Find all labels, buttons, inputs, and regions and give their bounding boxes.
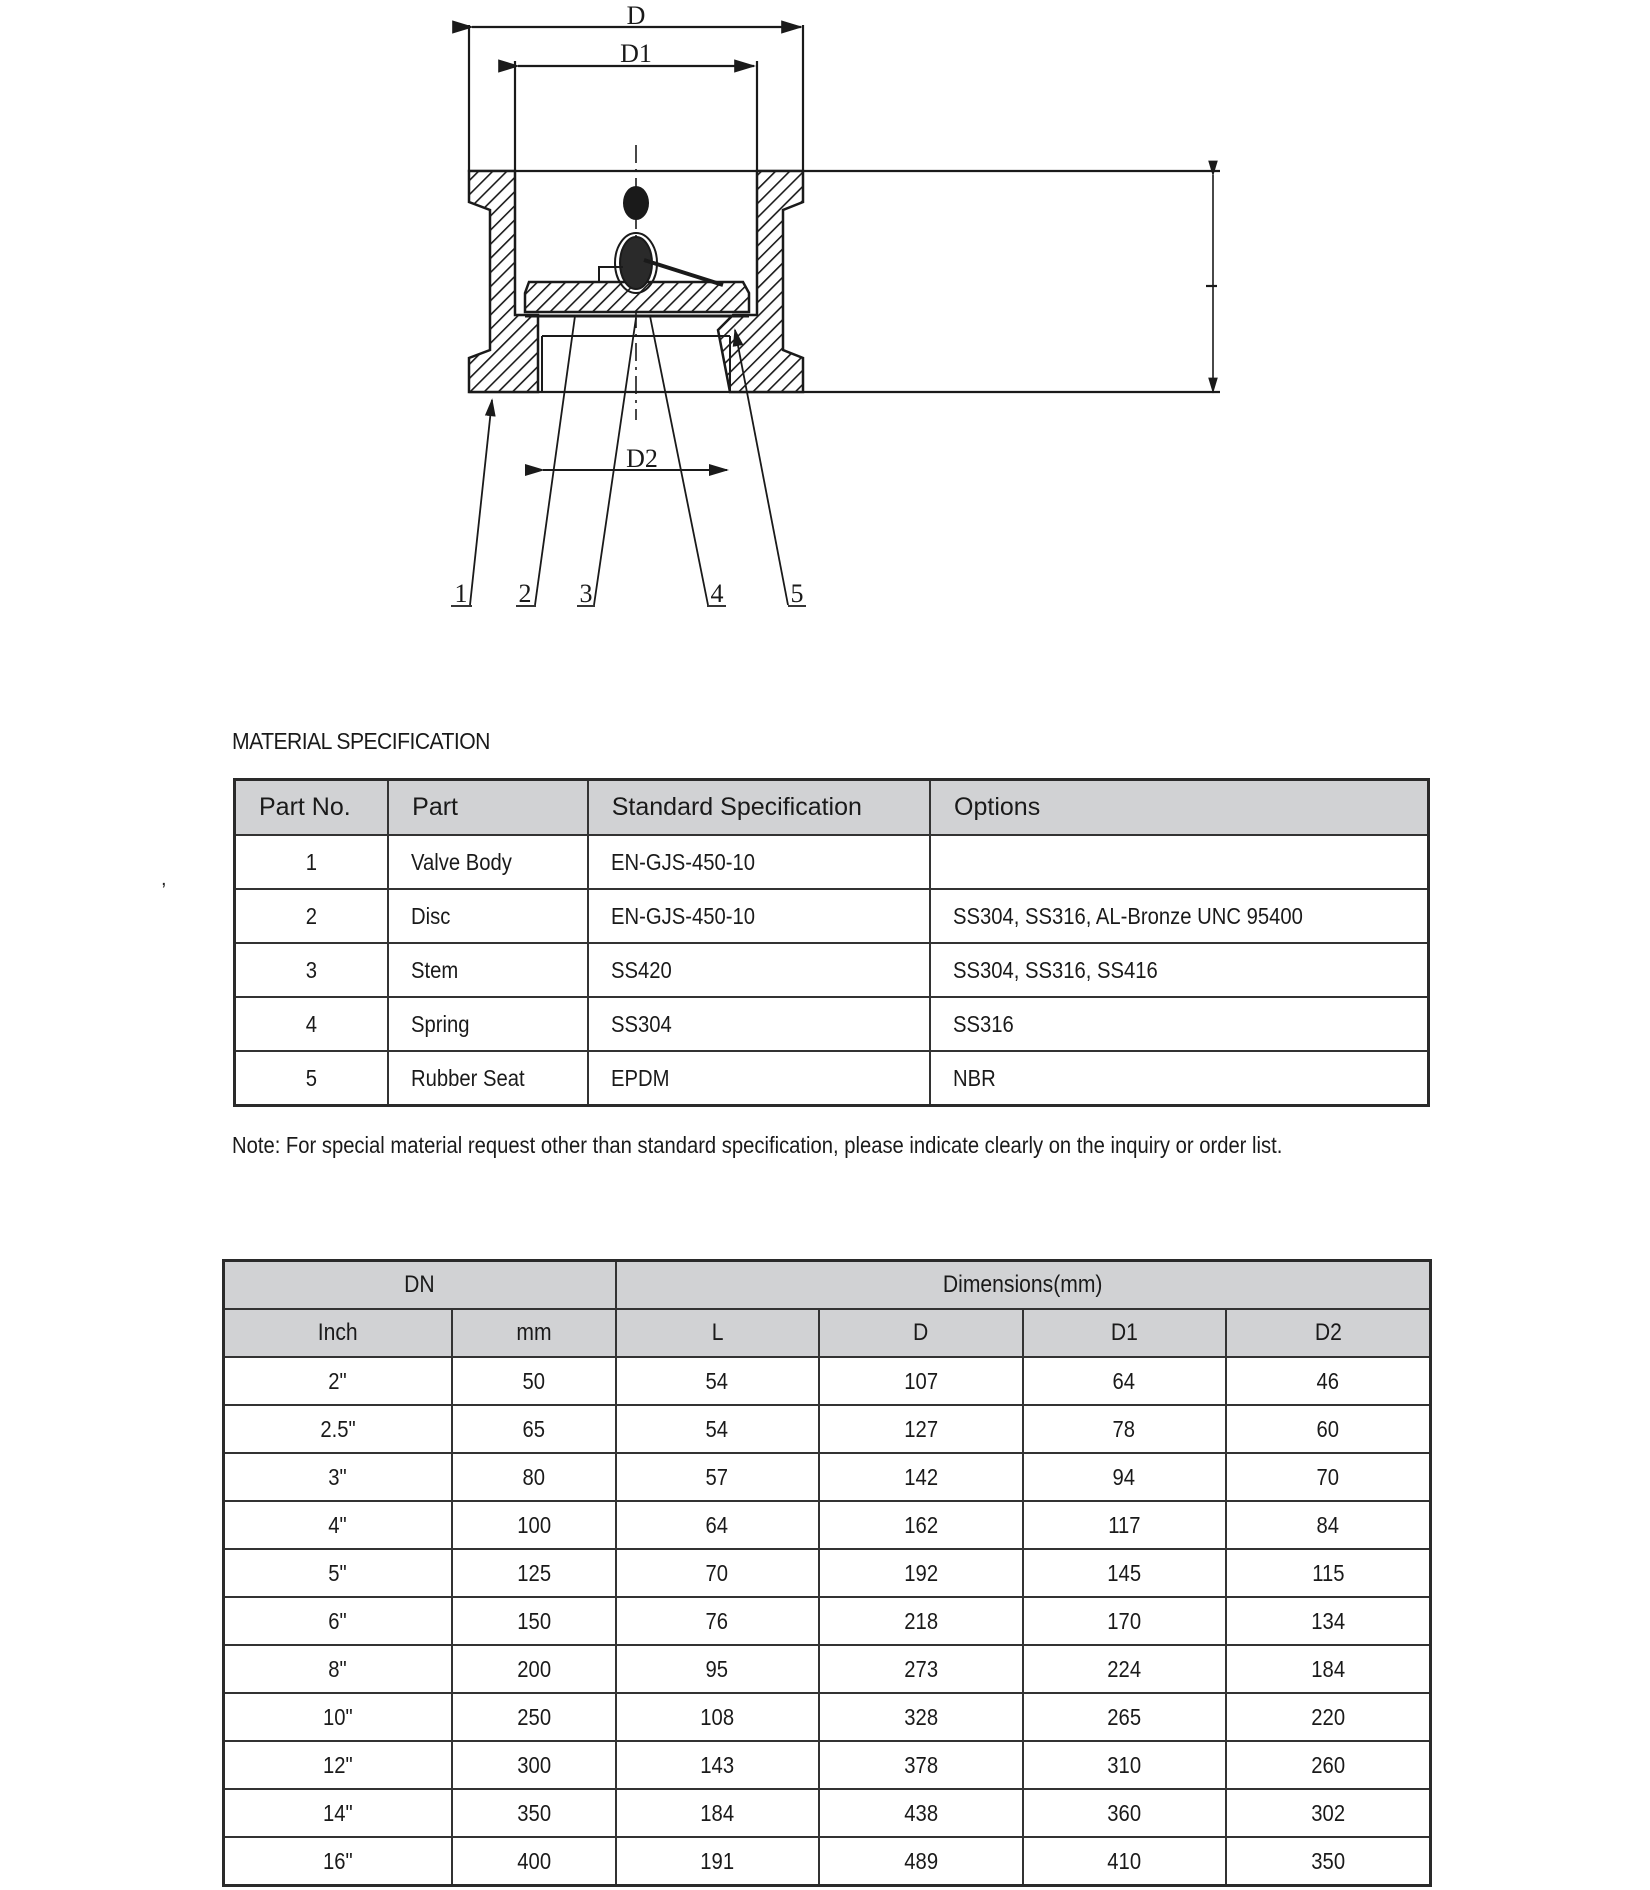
dim-l: 184 <box>700 1799 735 1826</box>
table-row <box>224 1789 1431 1837</box>
valve-body-left <box>469 171 538 392</box>
dim-d1: 78 <box>1112 1415 1136 1442</box>
header-mm: mm <box>516 1319 552 1346</box>
dn-mm: 150 <box>516 1607 551 1634</box>
dim-d: 328 <box>903 1703 938 1730</box>
table-row <box>235 889 1429 943</box>
dimensions-table <box>222 1259 1432 1887</box>
material-note: Note: For special material request other than standard specification, please indicate clearly on the inquiry or order list. <box>232 1132 1283 1158</box>
header-part: Part <box>388 780 588 836</box>
dn-inch: 5" <box>328 1559 348 1586</box>
standard-spec: EN-GJS-450-10 <box>610 902 755 929</box>
dn-inch: 6" <box>328 1607 348 1634</box>
dn-mm: 250 <box>516 1703 551 1730</box>
dim-l: 143 <box>700 1751 735 1778</box>
callout-2: 2 <box>518 579 532 608</box>
dimensions-header-row <box>224 1309 1431 1357</box>
dim-d: 162 <box>903 1511 938 1538</box>
dim-d1: 310 <box>1107 1751 1142 1778</box>
dn-inch: 12" <box>323 1751 353 1778</box>
part-name: Rubber Seat <box>411 1064 525 1091</box>
header-d: D <box>913 1319 929 1346</box>
dim-label-d: D <box>626 1 646 30</box>
material-spec-title: MATERIAL SPECIFICATION <box>232 728 490 754</box>
dn-inch: 10" <box>323 1703 353 1730</box>
dim-d: 273 <box>903 1655 938 1682</box>
dim-d: 378 <box>903 1751 938 1778</box>
dim-d2: 46 <box>1316 1367 1340 1394</box>
part-no: 4 <box>305 1010 317 1037</box>
options: NBR <box>953 1064 996 1091</box>
header-part-no: Part No. <box>235 780 389 836</box>
dim-d: 489 <box>903 1847 938 1874</box>
callout-5: 5 <box>790 579 804 608</box>
dim-d: 438 <box>903 1799 938 1826</box>
dim-l: 70 <box>706 1559 729 1586</box>
part-no: 1 <box>305 848 317 875</box>
dimensions-body <box>224 1357 1431 1886</box>
stray-mark: , <box>161 868 167 890</box>
callout-3: 3 <box>579 579 593 608</box>
table-row <box>224 1453 1431 1501</box>
dn-mm: 200 <box>516 1655 551 1682</box>
dn-mm: 100 <box>516 1511 551 1538</box>
dim-d: 142 <box>903 1463 938 1490</box>
dn-inch: 8" <box>328 1655 348 1682</box>
dim-l: 95 <box>706 1655 729 1682</box>
dim-d1: 224 <box>1107 1655 1142 1682</box>
dim-d2: 84 <box>1316 1511 1340 1538</box>
dn-inch: 2.5" <box>320 1415 356 1442</box>
dn-mm: 300 <box>516 1751 551 1778</box>
options: SS316 <box>953 1010 1014 1037</box>
standard-spec: EPDM <box>610 1064 670 1091</box>
part-no: 5 <box>305 1064 317 1091</box>
dim-d2: 302 <box>1311 1799 1345 1826</box>
standard-spec: EN-GJS-450-10 <box>610 848 755 875</box>
part-no: 2 <box>305 902 317 929</box>
dn-mm: 50 <box>522 1367 545 1394</box>
dim-d2: 134 <box>1311 1607 1345 1634</box>
standard-spec: SS420 <box>610 956 672 983</box>
dim-label-d1: D1 <box>620 39 652 68</box>
table-row <box>224 1405 1431 1453</box>
header-l: L <box>711 1319 724 1346</box>
part-name: Spring <box>411 1010 470 1037</box>
dn-inch: 14" <box>323 1799 353 1826</box>
dn-inch: 4" <box>328 1511 348 1538</box>
table-row <box>235 997 1429 1051</box>
dim-l: 57 <box>706 1463 729 1490</box>
dim-d1: 170 <box>1107 1607 1142 1634</box>
standard-spec: SS304 <box>610 1010 672 1037</box>
dn-mm: 400 <box>516 1847 551 1874</box>
table-row <box>224 1501 1431 1549</box>
table-row <box>224 1357 1431 1405</box>
dim-d1: 64 <box>1112 1367 1136 1394</box>
dn-inch: 16" <box>323 1847 353 1874</box>
dim-d2: 115 <box>1311 1559 1345 1586</box>
dim-d1: 94 <box>1112 1463 1136 1490</box>
table-row <box>224 1549 1431 1597</box>
dn-inch: 3" <box>328 1463 348 1490</box>
dim-d2: 184 <box>1311 1655 1345 1682</box>
dn-mm: 80 <box>522 1463 545 1490</box>
dim-d1: 360 <box>1107 1799 1142 1826</box>
dim-d1: 265 <box>1107 1703 1142 1730</box>
part-name: Disc <box>411 902 451 929</box>
material-spec-table <box>233 778 1430 1107</box>
table-row <box>235 835 1429 889</box>
dim-d1: 145 <box>1107 1559 1142 1586</box>
header-dimensions-mm: Dimensions(mm) <box>942 1271 1103 1298</box>
table-row <box>235 943 1429 997</box>
dn-mm: 125 <box>516 1559 551 1586</box>
options: SS304, SS316, SS416 <box>953 956 1158 983</box>
dim-d2: 260 <box>1311 1751 1345 1778</box>
dim-d: 127 <box>903 1415 938 1442</box>
dim-l: 108 <box>700 1703 735 1730</box>
dim-d1: 410 <box>1107 1847 1142 1874</box>
callout-1: 1 <box>454 579 468 608</box>
header-d1: D1 <box>1110 1319 1138 1346</box>
table-row <box>224 1837 1431 1886</box>
stem-knob <box>623 186 649 220</box>
table-row <box>224 1741 1431 1789</box>
header-options: Options <box>930 780 1428 836</box>
dim-d: 192 <box>903 1559 938 1586</box>
dim-d2: 350 <box>1311 1847 1345 1874</box>
dim-l: 54 <box>706 1415 729 1442</box>
dn-mm: 350 <box>516 1799 551 1826</box>
dimensions-group-header-row <box>224 1261 1431 1310</box>
dim-d2: 60 <box>1316 1415 1340 1442</box>
dim-d1: 117 <box>1108 1511 1141 1538</box>
header-d2: D2 <box>1314 1319 1342 1346</box>
dim-d: 107 <box>903 1367 938 1394</box>
header-standard-spec: Standard Specification <box>588 780 930 836</box>
valve-cross-section-drawing <box>380 0 1260 700</box>
dim-l: 76 <box>706 1607 729 1634</box>
table-row <box>224 1693 1431 1741</box>
part-name: Stem <box>411 956 459 983</box>
table-row <box>224 1645 1431 1693</box>
callout-4: 4 <box>710 579 724 608</box>
dim-l: 54 <box>706 1367 729 1394</box>
dim-l: 191 <box>700 1847 735 1874</box>
table-row <box>224 1597 1431 1645</box>
options: SS304, SS316, AL-Bronze UNC 95400 <box>953 902 1303 929</box>
part-no: 3 <box>305 956 317 983</box>
dim-l: 64 <box>706 1511 729 1538</box>
dim-d2: 220 <box>1311 1703 1345 1730</box>
material-spec-header-row <box>235 780 1429 836</box>
table-row <box>235 1051 1429 1106</box>
header-dn: DN <box>404 1271 436 1298</box>
dim-d: 218 <box>903 1607 938 1634</box>
dn-mm: 65 <box>522 1415 545 1442</box>
dim-d2: 70 <box>1316 1463 1340 1490</box>
dn-inch: 2" <box>328 1367 348 1394</box>
dim-label-d2: D2 <box>626 444 658 473</box>
header-inch: Inch <box>317 1319 358 1346</box>
part-name: Valve Body <box>411 848 513 875</box>
